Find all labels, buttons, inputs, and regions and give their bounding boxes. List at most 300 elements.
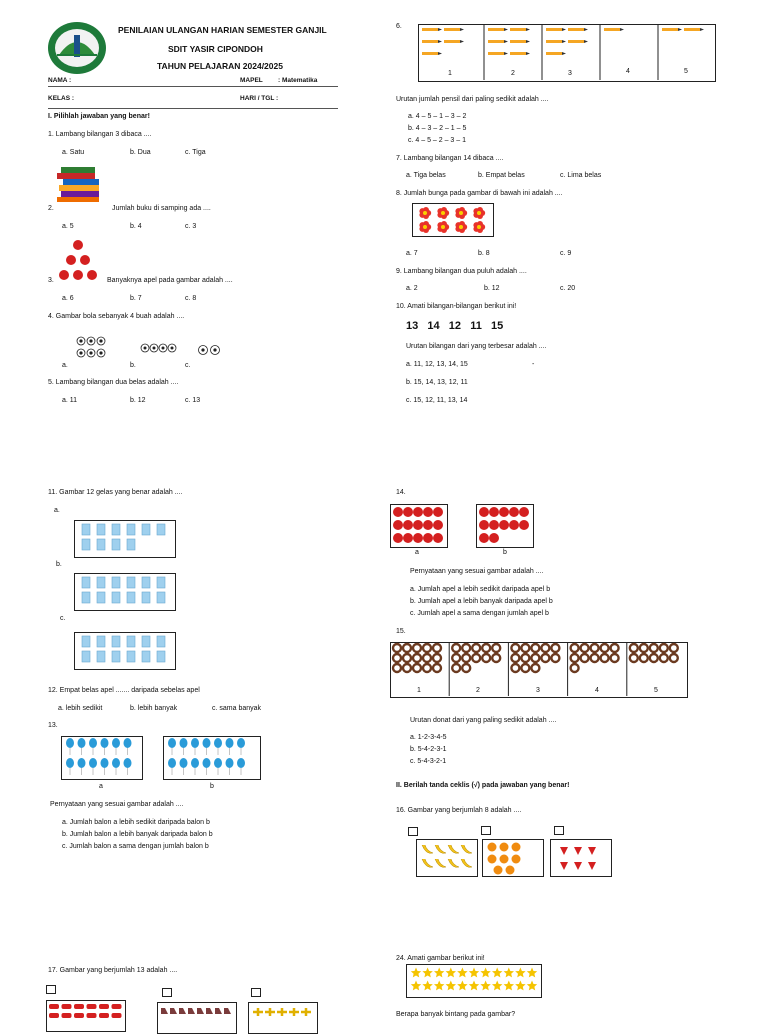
q15-option-c: c. 5-4-3-2-1: [410, 758, 447, 765]
header-school: SDIT YASIR CIPONDOH: [168, 44, 263, 54]
cup: [82, 636, 90, 647]
orange: [500, 843, 509, 852]
q9-option-c: c. 20: [560, 285, 576, 292]
shoe: [161, 1008, 168, 1014]
flower-center: [423, 225, 427, 229]
star: [411, 981, 421, 991]
donut: [521, 654, 529, 662]
donut: [521, 664, 529, 672]
donut: [413, 644, 421, 652]
pencil-tip: [526, 52, 530, 55]
donut: [640, 654, 648, 662]
donut: [660, 644, 668, 652]
orange: [506, 866, 515, 875]
strawberry: [560, 862, 568, 870]
pencil: [422, 40, 438, 43]
strawberry: [560, 847, 568, 855]
banana: [448, 859, 459, 867]
pencil: [510, 52, 526, 55]
car: [74, 1013, 84, 1018]
q14-number: 14.: [396, 489, 406, 496]
cup: [112, 539, 120, 550]
q6-number: 6.: [396, 23, 402, 30]
pencil: [488, 28, 504, 31]
donut: [670, 654, 678, 662]
oranges-image: [482, 839, 544, 877]
apple: [433, 507, 443, 517]
q13-option-a: a. Jumlah balon a lebih sedikit daripada balon b: [62, 819, 210, 826]
donut: [571, 644, 579, 652]
cup: [157, 524, 165, 535]
banana: [448, 845, 459, 853]
q6-option-a: a. 4 – 5 – 1 – 3 – 2: [408, 113, 467, 120]
car: [49, 1004, 59, 1009]
cup: [127, 636, 135, 647]
pencil-tip: [504, 40, 508, 43]
divider: [48, 86, 338, 87]
q9-text: 9. Lambang bilangan dua puluh adalah ....: [396, 268, 527, 275]
q5-option-a: a. 11: [62, 397, 78, 404]
cup: [127, 651, 135, 662]
q10-text-2: Urutan bilangan dari yang terbesar adalah ....: [406, 343, 547, 350]
donut: [591, 654, 599, 662]
q7-option-b: b. Empat belas: [478, 172, 525, 179]
q9-option-a: a. 2: [406, 285, 418, 292]
donut: [650, 644, 658, 652]
q10-option-c: c. 15, 12, 11, 13, 14: [406, 397, 468, 404]
star: [527, 968, 537, 978]
pencil: [510, 28, 526, 31]
balloon: [66, 758, 74, 768]
pencil: [684, 28, 700, 31]
pencil-tip: [526, 28, 530, 31]
orange: [494, 866, 503, 875]
q8-text: 8. Jumlah bunga pada gambar di bawah ini adalah ....: [396, 190, 563, 197]
pencil: [546, 28, 562, 31]
q6-label-1: 1: [448, 70, 452, 77]
shoe: [215, 1008, 222, 1014]
q15-label-2: 2: [476, 687, 480, 694]
q17-checkbox-1[interactable]: [46, 985, 56, 994]
divider: [48, 108, 338, 109]
orange: [488, 855, 497, 864]
cup: [127, 524, 135, 535]
q13-option-b: b. Jumlah balon a lebih banyak daripada balon b: [62, 831, 213, 838]
apple: [519, 520, 529, 530]
q13-text: Pernyataan yang sesuai gambar adalah ....: [50, 801, 184, 808]
apples-image: [58, 238, 98, 284]
pencil-tip: [504, 28, 508, 31]
q14-option-c: c. Jumlah apel a sama dengan jumlah apel b: [410, 610, 549, 617]
star: [422, 968, 432, 978]
pencil: [568, 40, 584, 43]
cup: [112, 577, 120, 588]
apple: [499, 520, 509, 530]
cup: [82, 524, 90, 535]
donut: [433, 644, 441, 652]
q10-dash: -: [532, 361, 535, 368]
balloon: [180, 758, 188, 768]
balloon: [168, 758, 176, 768]
q15-label-3: 3: [536, 687, 540, 694]
q9-option-b: b. 12: [484, 285, 500, 292]
donut: [462, 664, 470, 672]
cars-image: [46, 1000, 126, 1024]
cup: [127, 577, 135, 588]
donut: [423, 644, 431, 652]
pencil: [422, 52, 438, 55]
section-2-title: II. Berilah tanda ceklis (√) pada jawaban yang benar!: [396, 782, 570, 789]
pencil: [444, 28, 460, 31]
apple: [413, 533, 423, 543]
apple: [423, 520, 433, 530]
planes-image: [248, 1002, 318, 1024]
balloon: [112, 738, 120, 748]
star: [446, 981, 456, 991]
balloons-a: [61, 736, 143, 780]
q1-text: 1. Lambang bilangan 3 dibaca ....: [48, 131, 152, 138]
flower-center: [477, 211, 481, 215]
q4-option-c: c.: [185, 362, 191, 369]
cup: [112, 651, 120, 662]
balloon: [112, 758, 120, 768]
donut: [462, 654, 470, 662]
shoe: [206, 1008, 213, 1014]
q13-label-a: a: [99, 783, 103, 790]
balloon: [66, 738, 74, 748]
header-year: TAHUN PELAJARAN 2024/2025: [157, 61, 283, 71]
star: [480, 968, 490, 978]
apple: [509, 520, 519, 530]
balloon: [168, 738, 176, 748]
q3-option-b: b. 7: [130, 295, 142, 302]
apple: [489, 507, 499, 517]
cup: [97, 577, 105, 588]
donut: [403, 654, 411, 662]
value-mapel: : Matematika: [278, 77, 318, 84]
label-kelas: KELAS :: [48, 95, 74, 102]
car: [87, 1004, 97, 1009]
cup: [112, 524, 120, 535]
q2-number: 2.: [48, 205, 54, 212]
star: [411, 968, 421, 978]
balloon: [89, 738, 97, 748]
pencil: [488, 40, 504, 43]
balloon: [124, 758, 132, 768]
q11-text: 11. Gambar 12 gelas yang benar adalah ....: [48, 489, 183, 496]
strawberry: [588, 847, 596, 855]
apple: [479, 520, 489, 530]
pencil-tip: [460, 40, 464, 43]
balloon: [214, 758, 222, 768]
q6-label-5: 5: [684, 68, 688, 75]
banana: [435, 845, 446, 853]
donut: [650, 654, 658, 662]
banana: [422, 845, 433, 853]
donut: [423, 654, 431, 662]
donut: [403, 664, 411, 672]
pencil-tip: [584, 40, 588, 43]
donut: [581, 654, 589, 662]
strawberries-image: [550, 839, 612, 877]
car: [49, 1013, 59, 1018]
q15-label-5: 5: [654, 687, 658, 694]
cups-option-b: [74, 573, 176, 611]
pencil: [662, 28, 678, 31]
q1-option-b: b. Dua: [130, 149, 151, 156]
car: [99, 1004, 109, 1009]
balloon: [237, 738, 245, 748]
q12-text: 12. Empat belas apel ....... daripada sebelas apel: [48, 687, 200, 694]
q15-text: Urutan donat dari yang paling sedikit adalah ....: [410, 717, 557, 724]
q2-text: Jumlah buku di samping ada ....: [112, 205, 211, 212]
donut: [630, 654, 638, 662]
donut: [611, 644, 619, 652]
banana: [461, 859, 472, 867]
pencil-tip: [620, 28, 624, 31]
orange: [512, 843, 521, 852]
section-1-title: I. Pilihlah jawaban yang benar!: [48, 113, 150, 120]
plane: [289, 1008, 299, 1016]
apple: [423, 533, 433, 543]
shoe: [224, 1008, 231, 1014]
balloon: [101, 738, 109, 748]
donut: [571, 664, 579, 672]
q6-text: Urutan jumlah pensil dari paling sedikit adalah ....: [396, 96, 549, 103]
star: [469, 981, 479, 991]
donut: [423, 664, 431, 672]
cup: [142, 651, 150, 662]
balls-option-a: [76, 336, 106, 360]
pencil-tip: [562, 28, 566, 31]
flowers-image: [412, 203, 494, 237]
car: [62, 1013, 72, 1018]
q7-option-c: c. Lima belas: [560, 172, 602, 179]
q12-option-a: a. lebih sedikit: [58, 705, 103, 712]
q17-checkbox-2[interactable]: [162, 988, 172, 997]
balloon: [89, 758, 97, 768]
cup: [142, 577, 150, 588]
pencil: [422, 28, 438, 31]
apple: [403, 533, 413, 543]
q3-text: Banyaknya apel pada gambar adalah ....: [107, 277, 233, 284]
apple: [423, 507, 433, 517]
star: [457, 981, 467, 991]
balloon: [191, 738, 199, 748]
label-hari: HARI / TGL :: [240, 95, 279, 102]
balloon: [214, 738, 222, 748]
flower-center: [477, 225, 481, 229]
q6-option-b: b. 4 – 3 – 2 – 1 – 5: [408, 125, 467, 132]
donut: [393, 654, 401, 662]
q4-option-b: b.: [130, 362, 136, 369]
donut: [492, 644, 500, 652]
apple: [489, 520, 499, 530]
q4-option-a: a.: [62, 362, 68, 369]
q17-text: 17. Gambar yang berjumlah 13 adalah ....: [48, 967, 178, 974]
donut: [452, 644, 460, 652]
q14-option-a: a. Jumlah apel a lebih sedikit daripada apel b: [410, 586, 551, 593]
apple: [413, 520, 423, 530]
balloon: [203, 738, 211, 748]
car: [99, 1013, 109, 1018]
label-mapel: MAPEL: [240, 77, 263, 84]
apple: [433, 520, 443, 530]
q3-option-a: a. 6: [62, 295, 74, 302]
q6-label-4: 4: [626, 68, 630, 75]
donut: [660, 654, 668, 662]
cups-option-a: [74, 520, 176, 558]
q10-numbers: 13 14 12 11 15: [406, 320, 504, 332]
shoe: [188, 1008, 195, 1014]
pencil-tip: [700, 28, 704, 31]
cup: [82, 539, 90, 550]
q16-checkbox-3[interactable]: [554, 826, 564, 835]
pencil-tip: [584, 28, 588, 31]
donut: [452, 664, 460, 672]
q24-text-2: Berapa banyak bintang pada gambar?: [396, 1011, 516, 1018]
apple: [393, 507, 403, 517]
q15-label-1: 1: [417, 687, 421, 694]
balls-option-c: [198, 345, 222, 355]
flower-center: [459, 211, 463, 215]
donut: [452, 654, 460, 662]
pencil: [546, 52, 562, 55]
q13-option-c: c. Jumlah balon a sama dengan jumlah balon b: [62, 843, 209, 850]
cup: [157, 636, 165, 647]
flower-center: [441, 211, 445, 215]
star: [422, 981, 432, 991]
balloon: [226, 758, 234, 768]
star: [492, 981, 502, 991]
cup: [157, 651, 165, 662]
pencil: [604, 28, 620, 31]
q16-text: 16. Gambar yang berjumlah 8 adalah ....: [396, 807, 522, 814]
pencil: [510, 40, 526, 43]
q5-text: 5. Lambang bilangan dua belas adalah ....: [48, 379, 179, 386]
cup: [82, 651, 90, 662]
donut: [433, 654, 441, 662]
q15-number: 15.: [396, 628, 406, 635]
cup: [142, 524, 150, 535]
star: [457, 968, 467, 978]
shoes-image: [157, 1002, 237, 1024]
plane: [253, 1008, 263, 1016]
pencil: [546, 40, 562, 43]
star: [446, 968, 456, 978]
pencil-tip: [562, 52, 566, 55]
flower-center: [459, 225, 463, 229]
q16-checkbox-2[interactable]: [481, 826, 491, 835]
car: [112, 1013, 122, 1018]
q10-text: 10. Amati bilangan-bilangan berikut ini!: [396, 303, 517, 310]
donut: [393, 644, 401, 652]
apple: [433, 533, 443, 543]
cup: [127, 539, 135, 550]
cup: [97, 592, 105, 603]
donut: [403, 644, 411, 652]
banana: [435, 859, 446, 867]
star: [434, 968, 444, 978]
pencil-tip: [460, 28, 464, 31]
q4-text: 4. Gambar bola sebanyak 4 buah adalah ....: [48, 313, 185, 320]
apple: [509, 507, 519, 517]
strawberry: [574, 862, 582, 870]
donut: [511, 664, 519, 672]
q6-option-c: c. 4 – 5 – 2 – 3 – 1: [408, 137, 466, 144]
q2-option-c: c. 3: [185, 223, 197, 230]
balloon: [237, 758, 245, 768]
books-image: [55, 165, 105, 203]
apples-a: [390, 504, 448, 548]
pencil-tip: [438, 40, 442, 43]
q11-option-a: a.: [54, 507, 60, 514]
donut: [413, 664, 421, 672]
pencil-tip: [678, 28, 682, 31]
cup: [157, 592, 165, 603]
shoe: [179, 1008, 186, 1014]
car: [74, 1004, 84, 1009]
orange: [512, 855, 521, 864]
pencil-tip: [562, 40, 566, 43]
label-nama: NAMA :: [48, 77, 72, 84]
balloon: [124, 738, 132, 748]
balls-option-b: [140, 343, 176, 353]
apple: [519, 507, 529, 517]
pencil-groups: [418, 24, 716, 82]
balloon: [226, 738, 234, 748]
flower-center: [441, 225, 445, 229]
pencil-tip: [438, 28, 442, 31]
shoe: [170, 1008, 177, 1014]
star: [504, 981, 514, 991]
apple: [489, 533, 499, 543]
donut: [413, 654, 421, 662]
q15-option-a: a. 1-2-3-4-5: [410, 734, 447, 741]
cup: [112, 592, 120, 603]
header-title: PENILAIAN ULANGAN HARIAN SEMESTER GANJIL: [118, 25, 327, 35]
q14-label-a: a: [415, 549, 419, 556]
q17-checkbox-3[interactable]: [251, 988, 261, 997]
donut: [541, 654, 549, 662]
q16-checkbox-1[interactable]: [408, 827, 418, 836]
q14-text: Pernyataan yang sesuai gambar adalah ....: [410, 568, 544, 575]
donut: [511, 644, 519, 652]
strawberry: [588, 862, 596, 870]
star: [527, 981, 537, 991]
q14-label-b: b: [503, 549, 507, 556]
q8-option-b: b. 8: [478, 250, 490, 257]
donut: [591, 644, 599, 652]
q8-option-c: c. 9: [560, 250, 572, 257]
donut: [462, 644, 470, 652]
q14-option-b: b. Jumlah apel a lebih banyak daripada apel b: [410, 598, 553, 605]
donut: [482, 654, 490, 662]
car: [87, 1013, 97, 1018]
cup: [97, 636, 105, 647]
balloon: [101, 758, 109, 768]
banana: [461, 845, 472, 853]
orange: [500, 855, 509, 864]
pencil: [488, 52, 504, 55]
star: [434, 981, 444, 991]
apple: [479, 507, 489, 517]
pencil: [444, 40, 460, 43]
q15-option-b: b. 5-4-2-3-1: [410, 746, 447, 753]
apple: [499, 507, 509, 517]
donut: [551, 644, 559, 652]
flower-center: [423, 211, 427, 215]
